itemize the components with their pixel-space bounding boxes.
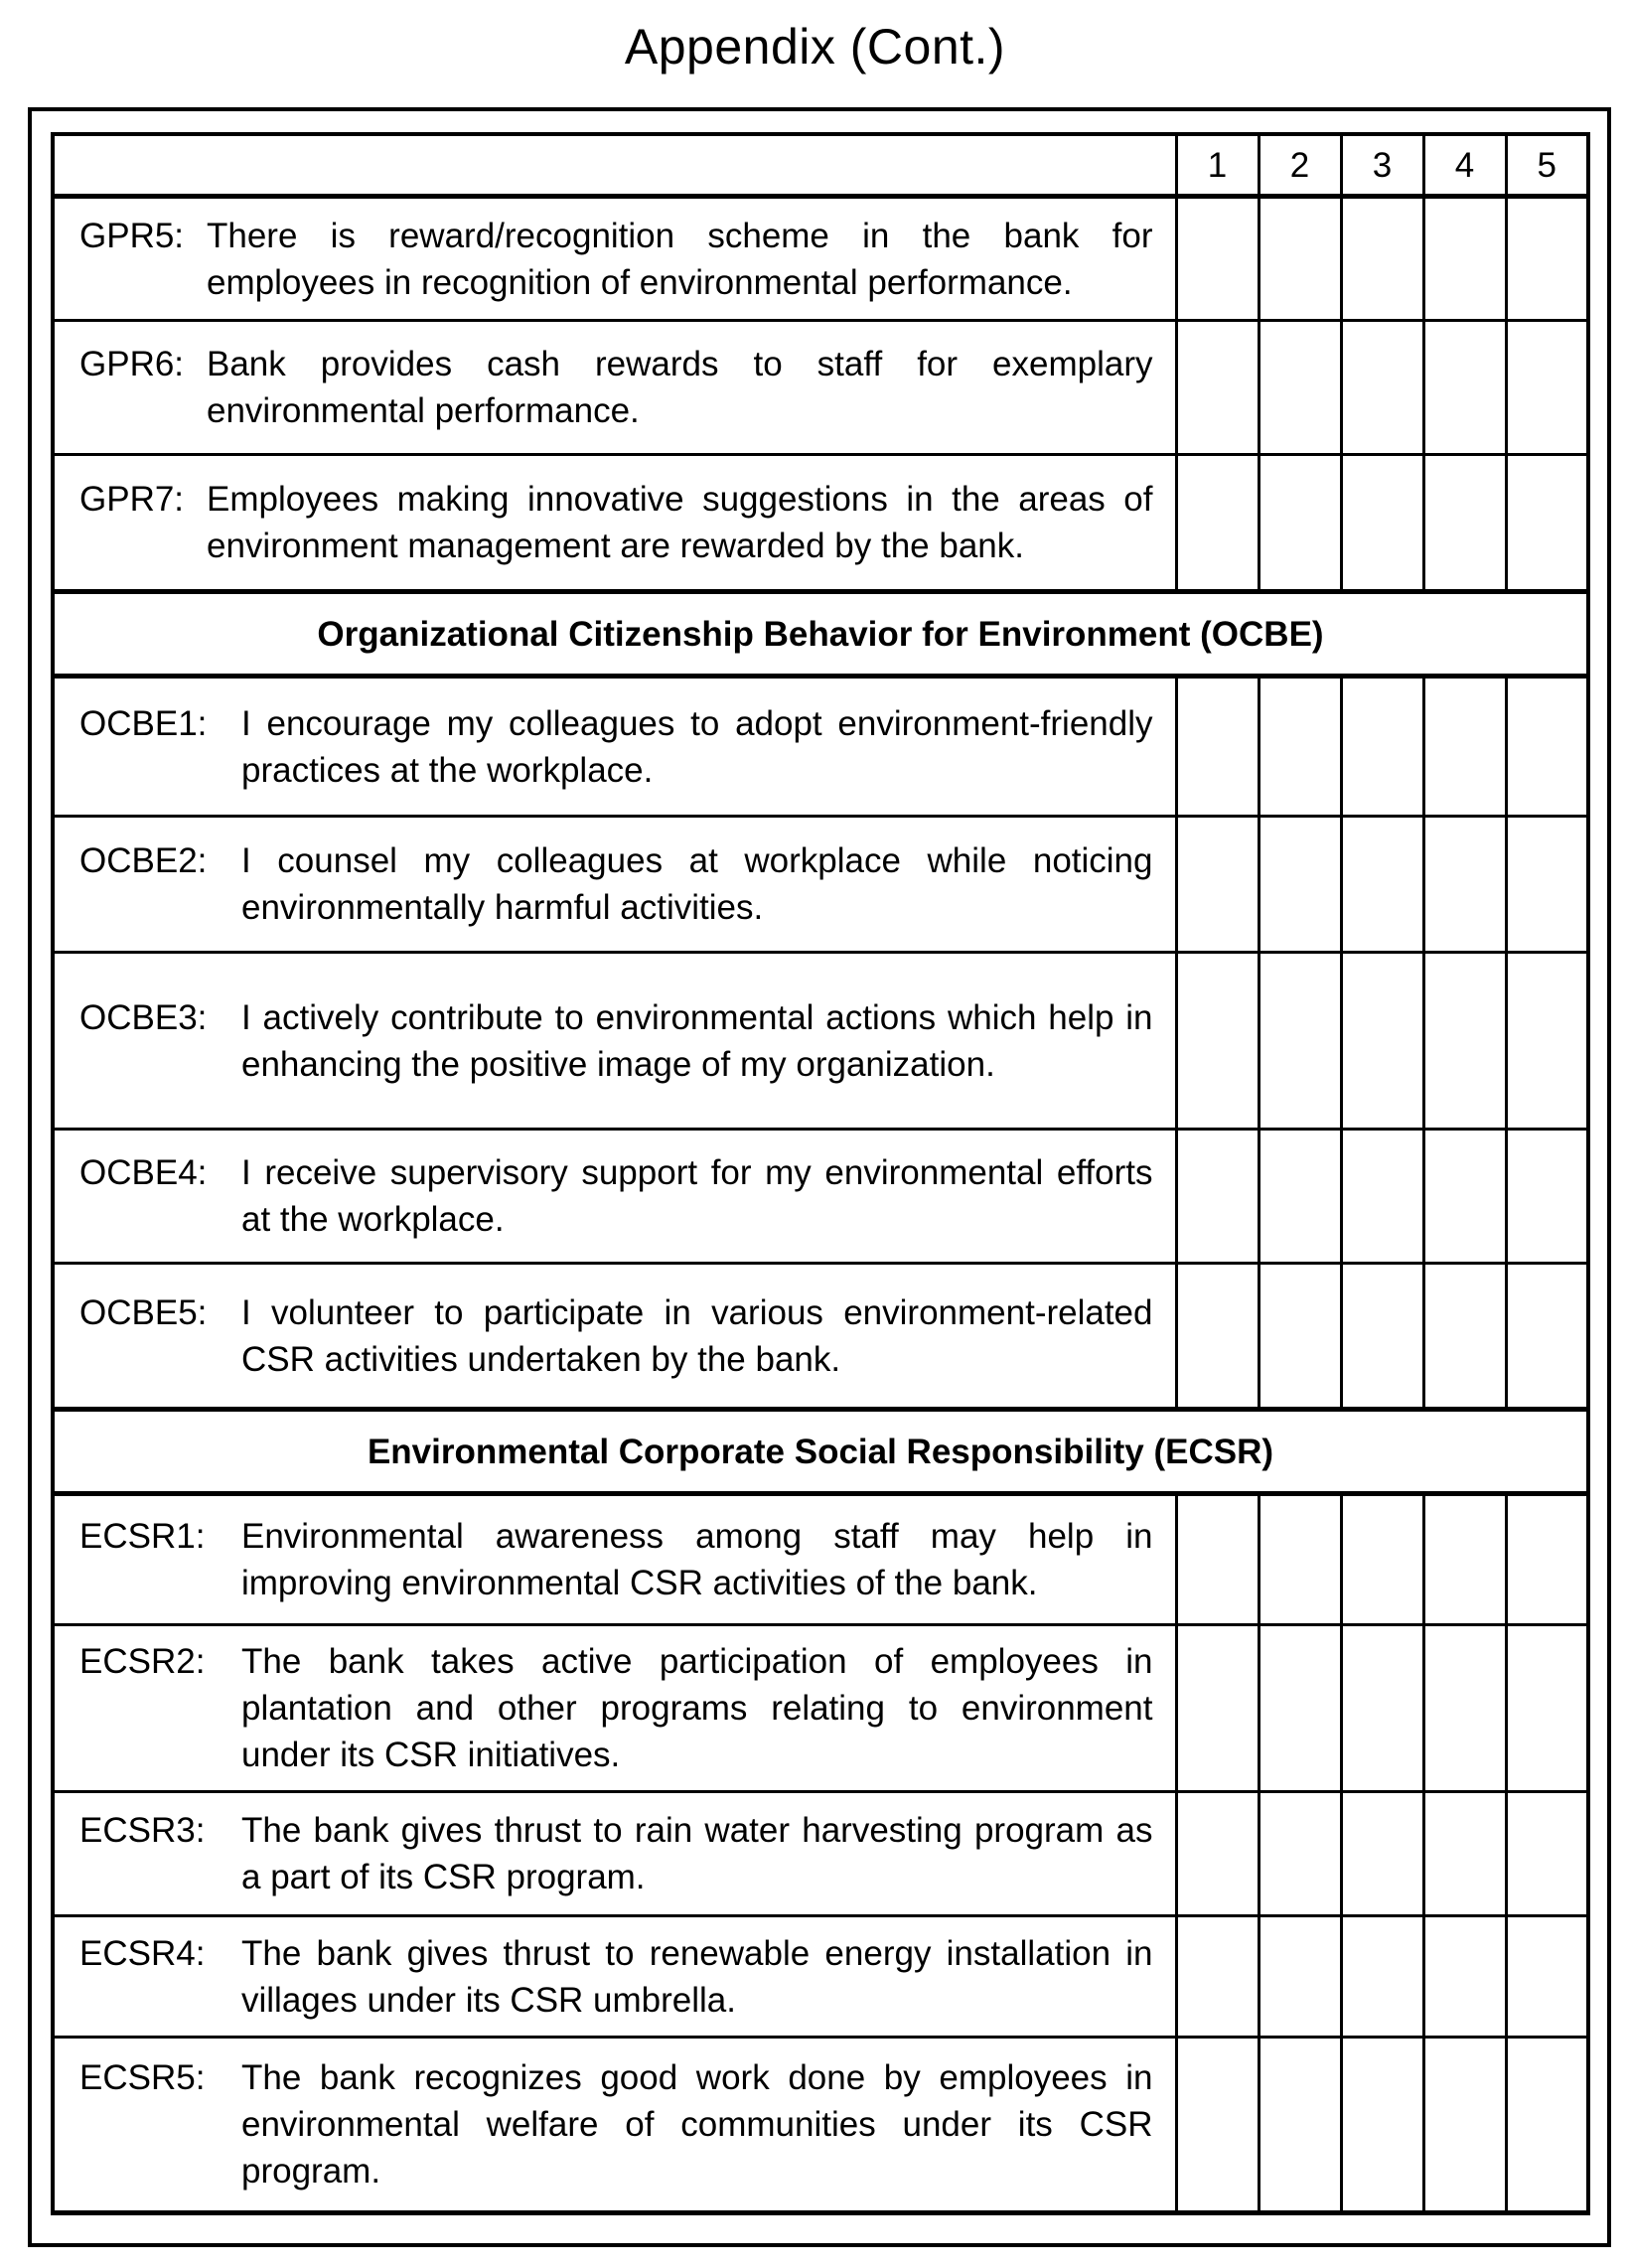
- question-text: There is reward/recognition scheme in the bank for employees in recognition of environmental performance.: [207, 216, 1153, 302]
- question-row-gpr6: [53, 321, 1588, 455]
- rating-cell[interactable]: [1506, 2038, 1588, 2213]
- rating-cell[interactable]: [1506, 321, 1588, 455]
- rating-cell[interactable]: [1423, 197, 1506, 321]
- question-label: ECSR4:: [79, 1933, 206, 1973]
- question-cell: [53, 1792, 1176, 1916]
- scale-spacer-cell: [53, 134, 1176, 197]
- question-cell: [53, 2038, 1176, 2213]
- rating-cell[interactable]: [1423, 1916, 1506, 2038]
- section-header-row-ecsr: [53, 1410, 1588, 1494]
- rating-cell[interactable]: [1259, 953, 1341, 1130]
- question-text: The bank takes active participation of employees in plantation and other programs relating to environment under its CSR initiatives.: [241, 1642, 1153, 1774]
- question-row-ocbe5: [53, 1264, 1588, 1410]
- question-row-ecsr2: [53, 1625, 1588, 1792]
- rating-cell[interactable]: [1176, 197, 1259, 321]
- rating-header-1: 1: [1176, 134, 1259, 197]
- rating-cell[interactable]: [1341, 1494, 1423, 1625]
- section-header-text: Environmental Corporate Social Responsibility (ECSR): [53, 1410, 1588, 1494]
- question-cell: [53, 1625, 1176, 1792]
- question-cell: [53, 197, 1176, 321]
- question-cell: [53, 817, 1176, 953]
- rating-cell[interactable]: [1506, 197, 1588, 321]
- question-row-ocbe4: [53, 1130, 1588, 1264]
- rating-cell[interactable]: [1176, 1264, 1259, 1410]
- rating-cell[interactable]: [1423, 1494, 1506, 1625]
- rating-cell[interactable]: [1341, 1625, 1423, 1792]
- appendix-table-frame: [28, 107, 1611, 2247]
- question-label: OCBE5:: [79, 1292, 208, 1332]
- question-cell: [53, 1264, 1176, 1410]
- rating-cell[interactable]: [1423, 1792, 1506, 1916]
- question-label: OCBE4:: [79, 1153, 208, 1192]
- rating-cell[interactable]: [1259, 677, 1341, 817]
- question-label: GPR5:: [79, 216, 185, 255]
- rating-header-5: 5: [1506, 134, 1588, 197]
- rating-cell[interactable]: [1506, 677, 1588, 817]
- section-header-text: Organizational Citizenship Behavior for Environment (OCBE): [53, 592, 1588, 677]
- rating-cell[interactable]: [1506, 817, 1588, 953]
- rating-cell[interactable]: [1341, 455, 1423, 592]
- rating-cell[interactable]: [1423, 2038, 1506, 2213]
- question-label: ECSR1:: [79, 1517, 206, 1556]
- question-row-ocbe3: [53, 953, 1588, 1130]
- question-label: GPR6:: [79, 345, 185, 383]
- rating-cell[interactable]: [1259, 1264, 1341, 1410]
- question-label: GPR7:: [79, 480, 185, 519]
- rating-cell[interactable]: [1341, 817, 1423, 953]
- question-cell: [53, 321, 1176, 455]
- rating-cell[interactable]: [1341, 1916, 1423, 2038]
- question-label: OCBE3:: [79, 997, 208, 1037]
- rating-cell[interactable]: [1259, 197, 1341, 321]
- question-label: OCBE1:: [79, 703, 208, 743]
- rating-cell[interactable]: [1506, 1264, 1588, 1410]
- question-label: ECSR2:: [79, 1642, 206, 1681]
- question-row-ocbe2: [53, 817, 1588, 953]
- rating-cell[interactable]: [1506, 455, 1588, 592]
- rating-cell[interactable]: [1176, 1916, 1259, 2038]
- rating-cell[interactable]: [1176, 321, 1259, 455]
- rating-cell[interactable]: [1341, 2038, 1423, 2213]
- rating-cell[interactable]: [1259, 455, 1341, 592]
- question-cell: [53, 1130, 1176, 1264]
- rating-cell[interactable]: [1423, 321, 1506, 455]
- rating-cell[interactable]: [1259, 817, 1341, 953]
- rating-cell[interactable]: [1259, 1916, 1341, 2038]
- question-row-ecsr5: [53, 2038, 1588, 2213]
- question-cell: [53, 1916, 1176, 2038]
- rating-cell[interactable]: [1259, 1792, 1341, 1916]
- rating-cell[interactable]: [1176, 2038, 1259, 2213]
- rating-cell[interactable]: [1341, 1792, 1423, 1916]
- rating-cell[interactable]: [1506, 953, 1588, 1130]
- question-cell: [53, 677, 1176, 817]
- rating-cell[interactable]: [1176, 455, 1259, 592]
- rating-cell[interactable]: [1176, 817, 1259, 953]
- question-row-ecsr4: [53, 1916, 1588, 2038]
- question-label: OCBE2:: [79, 841, 208, 880]
- rating-cell[interactable]: [1423, 953, 1506, 1130]
- question-row-ecsr1: [53, 1494, 1588, 1625]
- rating-cell[interactable]: [1176, 1625, 1259, 1792]
- rating-cell[interactable]: [1341, 1130, 1423, 1264]
- rating-cell[interactable]: [1423, 455, 1506, 592]
- rating-cell[interactable]: [1423, 1625, 1506, 1792]
- question-cell: [53, 1494, 1176, 1625]
- question-row-ecsr3: [53, 1792, 1588, 1916]
- rating-cell[interactable]: [1176, 1494, 1259, 1625]
- rating-cell[interactable]: [1176, 953, 1259, 1130]
- question-text: I encourage my colleagues to adopt environment-friendly practices at the workplace.: [241, 703, 1153, 790]
- question-row-gpr7: [53, 455, 1588, 592]
- rating-cell[interactable]: [1423, 817, 1506, 953]
- question-row-ocbe1: [53, 677, 1588, 817]
- rating-cell[interactable]: [1341, 1264, 1423, 1410]
- rating-cell[interactable]: [1423, 1130, 1506, 1264]
- question-text: The bank gives thrust to renewable energy installation in villages under its CSR umbrella.: [241, 1933, 1153, 2020]
- question-label: ECSR3:: [79, 1811, 206, 1850]
- rating-cell[interactable]: [1506, 1625, 1588, 1792]
- questionnaire-table: [51, 132, 1590, 2215]
- rating-cell[interactable]: [1259, 1625, 1341, 1792]
- rating-cell[interactable]: [1341, 321, 1423, 455]
- question-text: I receive supervisory support for my environmental efforts at the workplace.: [241, 1153, 1153, 1239]
- question-text: Bank provides cash rewards to staff for exemplary environmental performance.: [207, 345, 1153, 430]
- rating-cell[interactable]: [1176, 1130, 1259, 1264]
- rating-header-2: 2: [1259, 134, 1341, 197]
- rating-cell[interactable]: [1259, 1494, 1341, 1625]
- question-text: The bank gives thrust to rain water harvesting program as a part of its CSR program.: [241, 1811, 1153, 1896]
- question-cell: [53, 455, 1176, 592]
- rating-cell[interactable]: [1176, 677, 1259, 817]
- question-row-gpr5: [53, 197, 1588, 321]
- rating-cell[interactable]: [1423, 1264, 1506, 1410]
- rating-cell[interactable]: [1423, 677, 1506, 817]
- rating-header-3: 3: [1341, 134, 1423, 197]
- rating-cell[interactable]: [1259, 321, 1341, 455]
- rating-header-4: 4: [1423, 134, 1506, 197]
- question-label: ECSR5:: [79, 2058, 206, 2097]
- rating-cell[interactable]: [1259, 2038, 1341, 2213]
- rating-cell[interactable]: [1506, 1494, 1588, 1625]
- question-text: I volunteer to participate in various environment-related CSR activities undertaken by the bank.: [241, 1292, 1153, 1379]
- rating-cell[interactable]: [1259, 1130, 1341, 1264]
- question-text: The bank recognizes good work done by employees in environmental welfare of communities under its CSR program.: [241, 2058, 1153, 2191]
- rating-cell[interactable]: [1506, 1792, 1588, 1916]
- rating-scale-header-row: [53, 134, 1588, 197]
- question-text: Employees making innovative suggestions in the areas of environment management are rewarded by the bank.: [207, 480, 1153, 565]
- question-text: Environmental awareness among staff may help in improving environmental CSR activities of the bank.: [241, 1517, 1153, 1602]
- page-title: Appendix (Cont.): [624, 19, 1006, 75]
- section-header-row-ocbe: [53, 592, 1588, 677]
- rating-cell[interactable]: [1176, 1792, 1259, 1916]
- rating-cell[interactable]: [1341, 197, 1423, 321]
- question-cell: [53, 953, 1176, 1130]
- question-text: I actively contribute to environmental actions which help in enhancing the positive image of my organization.: [241, 997, 1153, 1084]
- rating-cell[interactable]: [1341, 677, 1423, 817]
- rating-cell[interactable]: [1341, 953, 1423, 1130]
- question-text: I counsel my colleagues at workplace while noticing environmentally harmful activities.: [241, 841, 1153, 927]
- rating-cell[interactable]: [1506, 1130, 1588, 1264]
- rating-cell[interactable]: [1506, 1916, 1588, 2038]
